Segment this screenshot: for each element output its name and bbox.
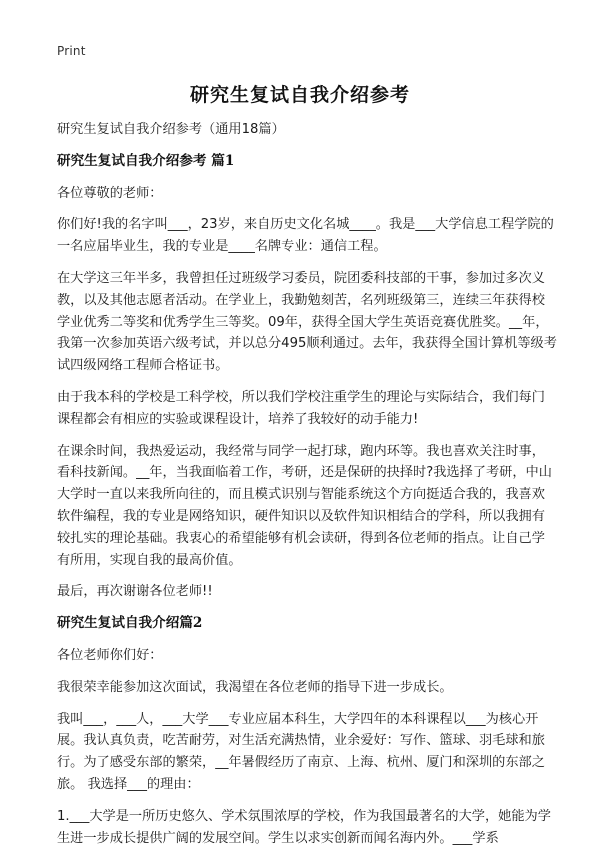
section-heading: 研究生复试自我介绍篇2 <box>57 615 203 632</box>
paragraph: 1.___大学是一所历史悠久、学术氛围浓厚的学校，作为我国最著名的大学，她能为学生进一步成长提供广阔的发展空间。学生以求实创新而闻名海内外。___学系 <box>57 808 551 846</box>
paragraph: 我很荣幸能参加这次面试，我渴望在各位老师的指导下进一步成长。 <box>57 679 453 695</box>
document-subtitle: 研究生复试自我介绍参考（通用18篇） <box>57 122 285 137</box>
paragraph-greeting: 各位尊敬的老师： <box>57 185 163 201</box>
document-body <box>57 119 557 859</box>
section-heading: 研究生复试自我介绍参考 篇1 <box>57 152 235 169</box>
paragraph: 在大学这三年半多，我曾担任过班级学习委员，院团委科技部的干事，参加过多次义教，以及其他志愿者活动。在学业上，我勤勉刻苦，名列班级第三，连续三年获得校学业优秀二等奖和优秀学生三等奖。09年，获得全国大学生英语竞赛优胜奖。__年，我第一次参加英语六级考试，并以总分495顺利通过。去年，我获得全国计算机等级考试四级网络工程师合格证书。 <box>57 270 557 374</box>
paragraph: 你们好!我的名字叫___，23岁，来自历史文化名城____。我是___大学信息工程学院的一名应届毕业生，我的专业是____名牌专业：通信工程。 <box>57 217 554 255</box>
paragraph: 我叫___，___人，___大学___专业应届本科生，大学四年的本科课程以___为核心开展。我认真负责，吃苦耐劳，对生活充满热情，业余爱好：写作、篮球、羽毛球和旅行。为了感受东部的繁荣，__年暑假经历了南京、上海、杭州、厦门和深圳的东部之旅。 我选择___的理由： <box>57 711 545 792</box>
paragraph-greeting: 各位老师你们好： <box>57 647 163 663</box>
paragraph-closing: 最后，再次谢谢各位老师!! <box>57 584 213 600</box>
paragraph: 由于我本科的学校是工科学校，所以我们学校注重学生的理论与实际结合，我们每门课程都会有相应的实验或课程设计，培养了我较好的动手能力! <box>57 389 545 427</box>
print-label: Print <box>57 44 86 58</box>
paragraph: 在课余时间，我热爱运动，我经常与同学一起打球，跑内环等。我也喜欢关注时事，看科技新闻。__年，当我面临着工作，考研，还是保研的抉择时?我选择了考研，中山大学时一直以来我所向往的，而且模式识别与智能系统这个方向挺适合我的，我喜欢软件编程，我的专业是网络知识，硬件知识以及软件知识相结合的学科，所以我拥有较扎实的理论基础。我衷心的希望能够有机会读研，得到各位老师的指点。让自己学有所用，实现自我的最高价值。 <box>57 443 552 568</box>
page-title: 研究生复试自我介绍参考 <box>189 84 410 106</box>
